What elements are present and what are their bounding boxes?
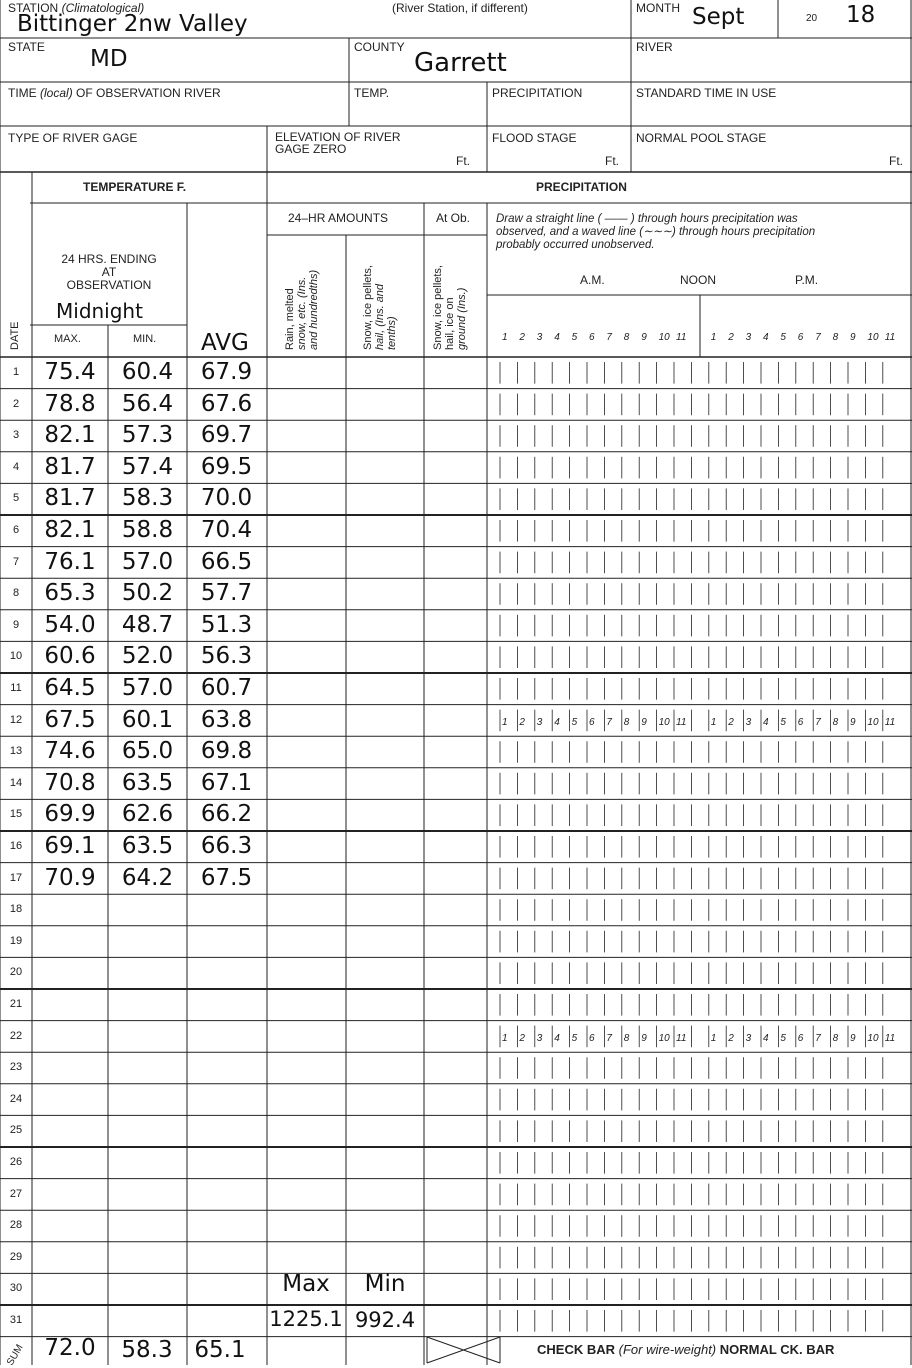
avg-temperature-cell[interactable]: 67.1 xyxy=(200,769,253,796)
avg-temperature-cell[interactable]: 70.4 xyxy=(200,517,253,543)
min-temperature-cell[interactable]: 56.4 xyxy=(121,390,174,417)
mid-hour-label: 3 xyxy=(745,716,752,728)
mid-hour-label: 9 xyxy=(641,716,647,728)
date-cell: 14 xyxy=(9,776,23,789)
max-temperature-cell[interactable]: 81.7 xyxy=(44,453,96,480)
date-cell: 28 xyxy=(9,1219,23,1232)
lower-hour-label: 5 xyxy=(780,1032,786,1044)
top-hour-label: 3 xyxy=(536,332,543,343)
normal-pool-label: NORMAL POOL STAGE xyxy=(636,131,767,145)
top-hour-label: 9 xyxy=(641,332,647,343)
date-cell: 1 xyxy=(12,366,20,378)
county-label: COUNTY xyxy=(354,40,405,54)
lower-hour-label: 6 xyxy=(589,1032,595,1044)
date-cell: 17 xyxy=(9,871,23,884)
month-label: MONTH xyxy=(636,1,680,15)
lower-hour-label: 4 xyxy=(763,1032,769,1044)
max-temperature-cell[interactable]: 76.1 xyxy=(44,548,96,575)
date-header: DATE xyxy=(9,321,21,350)
date-cell: 5 xyxy=(12,492,20,505)
mid-hour-label: 2 xyxy=(728,716,734,728)
avg-temperature-cell[interactable]: 51.3 xyxy=(200,611,253,638)
rain-column-label: Rain, melted snow, etc. (Ins. and hundredths) xyxy=(284,269,320,350)
min-temperature-cell[interactable]: 57.0 xyxy=(121,548,174,575)
min-temperature-cell[interactable]: 57.3 xyxy=(121,422,174,449)
lower-hour-label: 7 xyxy=(815,1032,821,1044)
avg-temperature-cell[interactable]: 69.8 xyxy=(200,738,253,765)
mid-hour-label: 11 xyxy=(884,716,896,728)
pm-label: P.M. xyxy=(795,273,819,287)
lower-hour-label: 10 xyxy=(867,1032,879,1044)
avg-temperature-cell[interactable]: 66.5 xyxy=(200,548,253,575)
min-temperature-cell[interactable]: 57.4 xyxy=(121,453,174,480)
extreme-max-label[interactable]: Max xyxy=(282,1271,330,1297)
max-temperature-cell[interactable]: 70.9 xyxy=(44,864,96,891)
top-hour-label: 11 xyxy=(884,332,896,343)
date-cell: 2 xyxy=(12,397,20,410)
river-label: RIVER xyxy=(636,40,673,54)
county-value[interactable]: Garrett xyxy=(414,48,507,78)
avg-temperature-cell[interactable]: 66.2 xyxy=(200,801,253,828)
avg-temperature-cell[interactable]: 60.7 xyxy=(200,675,253,701)
date-cell: 21 xyxy=(9,998,23,1010)
top-hour-label: 1 xyxy=(502,332,508,343)
top-hour-label: 4 xyxy=(763,332,769,343)
max-temperature-cell[interactable]: 70.8 xyxy=(44,769,96,796)
precipitation-title: PRECIPITATION xyxy=(536,180,627,194)
date-cell: 22 xyxy=(9,1029,23,1042)
top-hour-label: 10 xyxy=(658,332,670,343)
min-temperature-cell[interactable]: 62.6 xyxy=(121,801,174,828)
max-header: MAX. xyxy=(54,333,81,345)
date-cell: 10 xyxy=(9,650,23,663)
top-hour-label: 6 xyxy=(589,332,595,343)
lower-hour-label: 4 xyxy=(554,1032,560,1044)
sum-label: SUM xyxy=(5,1342,26,1368)
min-temperature-cell[interactable]: 48.7 xyxy=(121,611,174,638)
snow-column-label: Snow, ice pellets, hail, (Ins. and tenths) xyxy=(362,265,398,350)
draw-instructions: Draw a straight line ( —— ) through hours precipitation was observed, and a waved line (∼∼∼) through hours precipitation probably occurred unobserved. xyxy=(496,213,816,251)
at-ob-label: At Ob. xyxy=(436,211,471,225)
avg-temperature-cell[interactable]: 69.5 xyxy=(200,453,253,480)
month-value[interactable]: Sept xyxy=(692,4,745,30)
mid-hour-label: 5 xyxy=(571,716,578,728)
mid-hour-label: 3 xyxy=(536,716,543,728)
date-cell: 3 xyxy=(12,429,20,442)
date-cell: 13 xyxy=(9,745,23,758)
max-temperature-cell[interactable]: 65.3 xyxy=(44,580,96,607)
avg-temperature-cell[interactable]: 67.9 xyxy=(200,359,253,385)
top-hour-label: 1 xyxy=(710,332,717,343)
min-temperature-cell[interactable]: 58.3 xyxy=(121,485,174,512)
min-temperature-cell[interactable]: 63.5 xyxy=(121,769,174,796)
ground-column-label: Snow, ice pellets, hail, ice on ground (Ins.) xyxy=(432,265,468,350)
date-cell: 25 xyxy=(9,1124,23,1137)
min-temperature-cell[interactable]: 60.4 xyxy=(121,359,174,385)
elevation-label: ELEVATION OF RIVER GAGE ZERO xyxy=(275,130,401,156)
max-temperature-cell[interactable]: 78.8 xyxy=(44,390,96,417)
mid-hour-label: 10 xyxy=(658,716,670,728)
lower-hour-label: 1 xyxy=(502,1032,508,1044)
top-hour-label: 3 xyxy=(745,332,752,343)
top-hour-label: 8 xyxy=(832,332,839,343)
min-temperature-cell[interactable]: 58.8 xyxy=(121,517,174,543)
date-cell: 31 xyxy=(9,1314,23,1326)
max-temperature-cell[interactable]: 54.0 xyxy=(44,611,96,638)
date-cell: 9 xyxy=(12,618,20,631)
avg-temperature-cell[interactable]: 70.0 xyxy=(200,485,253,512)
lower-hour-label: 11 xyxy=(676,1032,687,1044)
lower-hour-label: 8 xyxy=(623,1032,630,1044)
pool-ft: Ft. xyxy=(889,154,903,168)
min-temperature-cell[interactable]: 64.2 xyxy=(121,864,174,891)
top-hour-label: 5 xyxy=(571,332,578,343)
lower-hour-label: 1 xyxy=(710,1032,717,1044)
lower-hour-label: 9 xyxy=(641,1032,647,1044)
min-temperature-cell[interactable]: 57.0 xyxy=(121,675,174,701)
check-bar-label: CHECK BAR (For wire-weight) NORMAL CK. BAR xyxy=(537,1342,835,1357)
sum-avg[interactable]: 65.1 xyxy=(194,1337,246,1363)
max-temperature-cell[interactable]: 82.1 xyxy=(44,422,96,449)
top-hour-label: 5 xyxy=(780,332,786,343)
max-temperature-cell[interactable]: 64.5 xyxy=(44,675,96,701)
date-cell: 7 xyxy=(12,555,20,568)
state-label: STATE xyxy=(8,40,45,54)
extreme-max-value[interactable]: 1225.1 xyxy=(269,1307,343,1331)
lower-hour-label: 3 xyxy=(745,1032,752,1044)
top-hour-label: 4 xyxy=(554,332,560,343)
min-temperature-cell[interactable]: 60.1 xyxy=(121,706,174,733)
extreme-min-label[interactable]: Min xyxy=(364,1271,406,1297)
mid-hour-label: 8 xyxy=(623,716,630,728)
hrs-ending-label: 24 HRS. ENDING AT OBSERVATION xyxy=(61,252,157,292)
mid-hour-label: 10 xyxy=(867,716,879,728)
lower-hour-label: 2 xyxy=(728,1032,734,1044)
mid-hour-label: 7 xyxy=(606,716,612,728)
river-station-label: (River Station, if different) xyxy=(392,1,528,15)
mid-hour-label: 5 xyxy=(780,716,786,728)
top-hour-label: 2 xyxy=(728,332,734,343)
lower-hour-label: 7 xyxy=(606,1032,612,1044)
mid-hour-label: 11 xyxy=(676,716,687,728)
observation-time-label: TIME (local) OF OBSERVATION RIVER xyxy=(8,86,221,100)
date-cell: 27 xyxy=(9,1187,23,1200)
mid-hour-label: 4 xyxy=(763,716,769,728)
top-hour-label: 2 xyxy=(519,332,525,343)
date-cell: 12 xyxy=(9,713,23,726)
mid-hour-label: 6 xyxy=(797,716,804,728)
amounts-24hr-label: 24–HR AMOUNTS xyxy=(288,211,389,225)
am-label: A.M. xyxy=(580,273,605,287)
min-temperature-cell[interactable]: 52.0 xyxy=(121,643,174,670)
date-cell: 24 xyxy=(9,1092,23,1105)
date-cell: 26 xyxy=(9,1156,23,1168)
station-label: STATION (Climatological) xyxy=(8,1,145,15)
max-temperature-cell[interactable]: 67.5 xyxy=(44,706,96,733)
mid-hour-label: 7 xyxy=(815,716,821,728)
lower-hour-label: 11 xyxy=(884,1032,896,1044)
max-temperature-cell[interactable]: 74.6 xyxy=(44,738,96,765)
date-cell: 15 xyxy=(9,808,23,821)
date-cell: 11 xyxy=(10,682,22,694)
date-cell: 6 xyxy=(12,524,20,536)
top-hour-label: 7 xyxy=(606,332,612,343)
min-temperature-cell[interactable]: 63.5 xyxy=(121,833,174,859)
lower-hour-label: 10 xyxy=(658,1032,670,1044)
date-cell: 16 xyxy=(9,840,23,852)
date-cell: 18 xyxy=(9,903,23,916)
max-temperature-cell[interactable]: 81.7 xyxy=(44,485,96,512)
elevation-ft: Ft. xyxy=(456,154,470,168)
lower-hour-label: 2 xyxy=(519,1032,525,1044)
avg-temperature-cell[interactable]: 69.7 xyxy=(200,422,253,449)
max-temperature-cell[interactable]: 82.1 xyxy=(44,517,96,543)
sum-max[interactable]: 72.0 xyxy=(44,1335,96,1361)
top-hour-label: 8 xyxy=(623,332,630,343)
flood-stage-label: FLOOD STAGE xyxy=(492,131,577,145)
lower-hour-label: 5 xyxy=(571,1032,578,1044)
top-hour-label: 11 xyxy=(676,332,687,343)
top-hour-label: 10 xyxy=(867,332,879,343)
avg-temperature-cell[interactable]: 67.5 xyxy=(200,864,253,891)
max-temperature-cell[interactable]: 75.4 xyxy=(44,359,96,385)
max-temperature-cell[interactable]: 60.6 xyxy=(44,643,96,670)
date-cell: 30 xyxy=(9,1282,23,1295)
extreme-min-value[interactable]: 992.4 xyxy=(354,1308,416,1332)
observation-time-value[interactable]: Midnight xyxy=(56,299,143,323)
temperature-title: TEMPERATURE F. xyxy=(83,180,187,194)
year-value[interactable]: 18 xyxy=(846,2,876,28)
date-cell: 8 xyxy=(12,587,20,600)
lower-hour-label: 3 xyxy=(536,1032,543,1044)
min-temperature-cell[interactable]: 65.0 xyxy=(121,738,174,765)
top-hour-label: 7 xyxy=(815,332,821,343)
top-hour-label: 9 xyxy=(850,332,856,343)
avg-temperature-cell[interactable]: 63.8 xyxy=(200,706,253,733)
avg-header[interactable]: AVG xyxy=(201,330,249,356)
year-prefix: 20 xyxy=(806,13,818,24)
mid-hour-label: 9 xyxy=(850,716,856,728)
lower-hour-label: 9 xyxy=(850,1032,856,1044)
station-value[interactable]: Bittinger 2nw Valley xyxy=(17,11,248,37)
sum-min[interactable]: 58.3 xyxy=(121,1337,173,1363)
state-value[interactable]: MD xyxy=(90,46,128,72)
mid-hour-label: 8 xyxy=(832,716,839,728)
precipitation-label: PRECIPITATION xyxy=(492,86,583,100)
min-header: MIN. xyxy=(133,333,157,345)
min-temperature-cell[interactable]: 50.2 xyxy=(121,580,174,607)
mid-hour-label: 1 xyxy=(710,716,717,728)
lower-hour-label: 6 xyxy=(797,1032,804,1044)
mid-hour-label: 6 xyxy=(589,716,595,728)
max-temperature-cell[interactable]: 69.9 xyxy=(44,801,96,828)
date-cell: 4 xyxy=(12,460,20,473)
date-cell: 19 xyxy=(9,934,23,947)
date-cell: 23 xyxy=(9,1061,23,1074)
avg-temperature-cell[interactable]: 66.3 xyxy=(200,833,253,859)
date-cell: 29 xyxy=(9,1250,23,1263)
mid-hour-label: 1 xyxy=(502,716,508,728)
avg-temperature-cell[interactable]: 56.3 xyxy=(200,643,253,670)
noon-label: NOON xyxy=(680,273,716,287)
max-temperature-cell[interactable]: 69.1 xyxy=(44,833,96,859)
mid-hour-label: 4 xyxy=(554,716,560,728)
avg-temperature-cell[interactable]: 67.6 xyxy=(200,390,253,417)
date-cell: 20 xyxy=(9,966,23,979)
gage-type-label: TYPE OF RIVER GAGE xyxy=(8,131,138,145)
avg-temperature-cell[interactable]: 57.7 xyxy=(200,580,253,607)
temp-label: TEMP. xyxy=(354,86,390,100)
top-hour-label: 6 xyxy=(797,332,804,343)
mid-hour-label: 2 xyxy=(519,716,525,728)
flood-ft: Ft. xyxy=(605,154,619,168)
standard-time-label: STANDARD TIME IN USE xyxy=(636,86,777,100)
lower-hour-label: 8 xyxy=(832,1032,839,1044)
